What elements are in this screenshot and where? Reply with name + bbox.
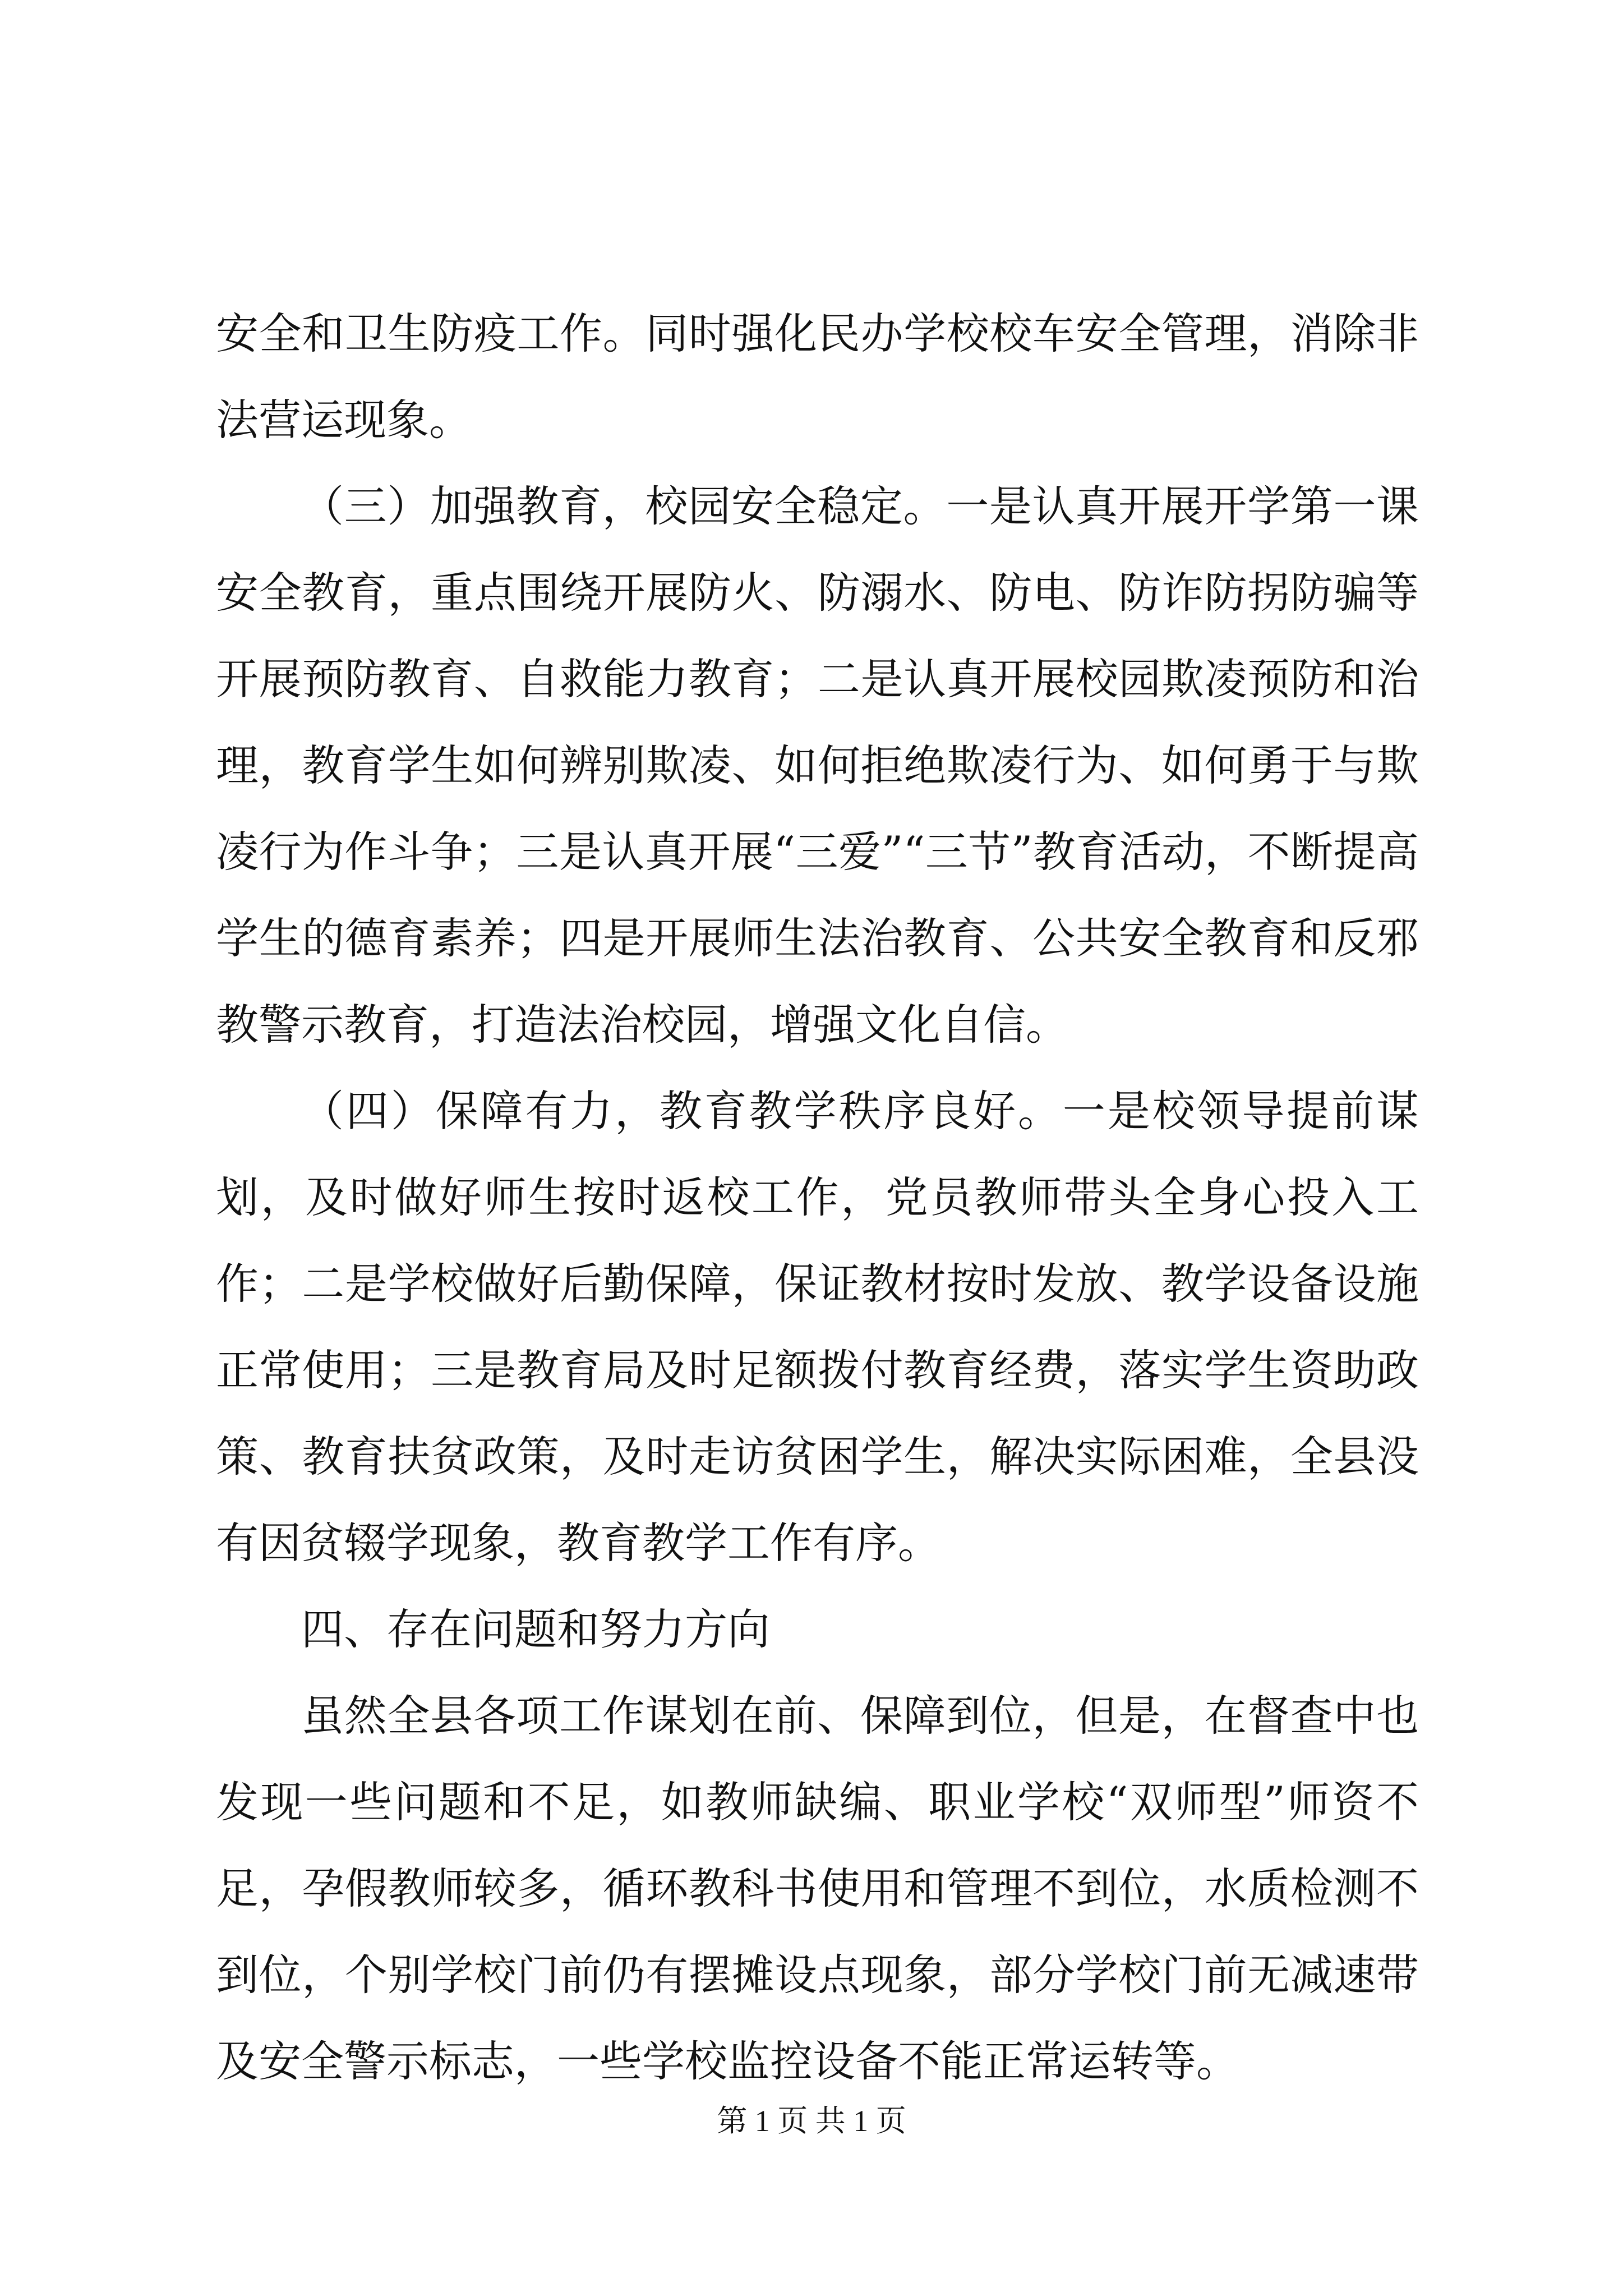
document-body (216, 291, 1419, 2105)
paragraph-problems: 虽然全县各项工作谋划在前、保障到位，但是，在督查中也发现一些问题和不足，如教师缺编、职业学校“双师型”师资不足，孕假教师较多，循环教科书使用和管理不到位，水质检测不到位，个别学校门前仍有摆摊设点现象，部分学校门前无减速带及安全警示标志，一些学校监控设备不能正常运转等。 (216, 1691, 1419, 2086)
section-heading-problems: 四、存在问题和努力方向 (301, 1604, 770, 1654)
paragraph-section-four: （四）保障有力，教育教学秩序良好。一是校领导提前谋划，及时做好师生按时返校工作，党员教师带头全身心投入工作；二是学校做好后勤保障，保证教材按时发放、教学设备设施正常使用；三是教育局及时足额拨付教育经费，落实学生资助政策、教育扶贫政策，及时走访贫困学生，解决实际困难，全县没有因贫辍学现象，教育教学工作有序。 (216, 1086, 1419, 1568)
paragraph-section-three: （三）加强教育，校园安全稳定。一是认真开展开学第一课安全教育，重点围绕开展防火、防溺水、防电、防诈防拐防骗等开展预防教育、自救能力教育；二是认真开展校园欺凌预防和治理，教育学生如何辨别欺凌、如何拒绝欺凌行为、如何勇于与欺凌行为作斗争；三是认真开展“三爱”“三节”教育活动，不断提高学生的德育素养；四是开展师生法治教育、公共安全教育和反邪教警示教育，打造法治校园，增强文化自信。 (216, 481, 1419, 1050)
page-number-footer: 第 1 页 共 1 页 (717, 2104, 906, 2138)
paragraph-continuation: 安全和卫生防疫工作。同时强化民办学校校车安全管理，消除非法营运现象。 (216, 309, 1419, 445)
